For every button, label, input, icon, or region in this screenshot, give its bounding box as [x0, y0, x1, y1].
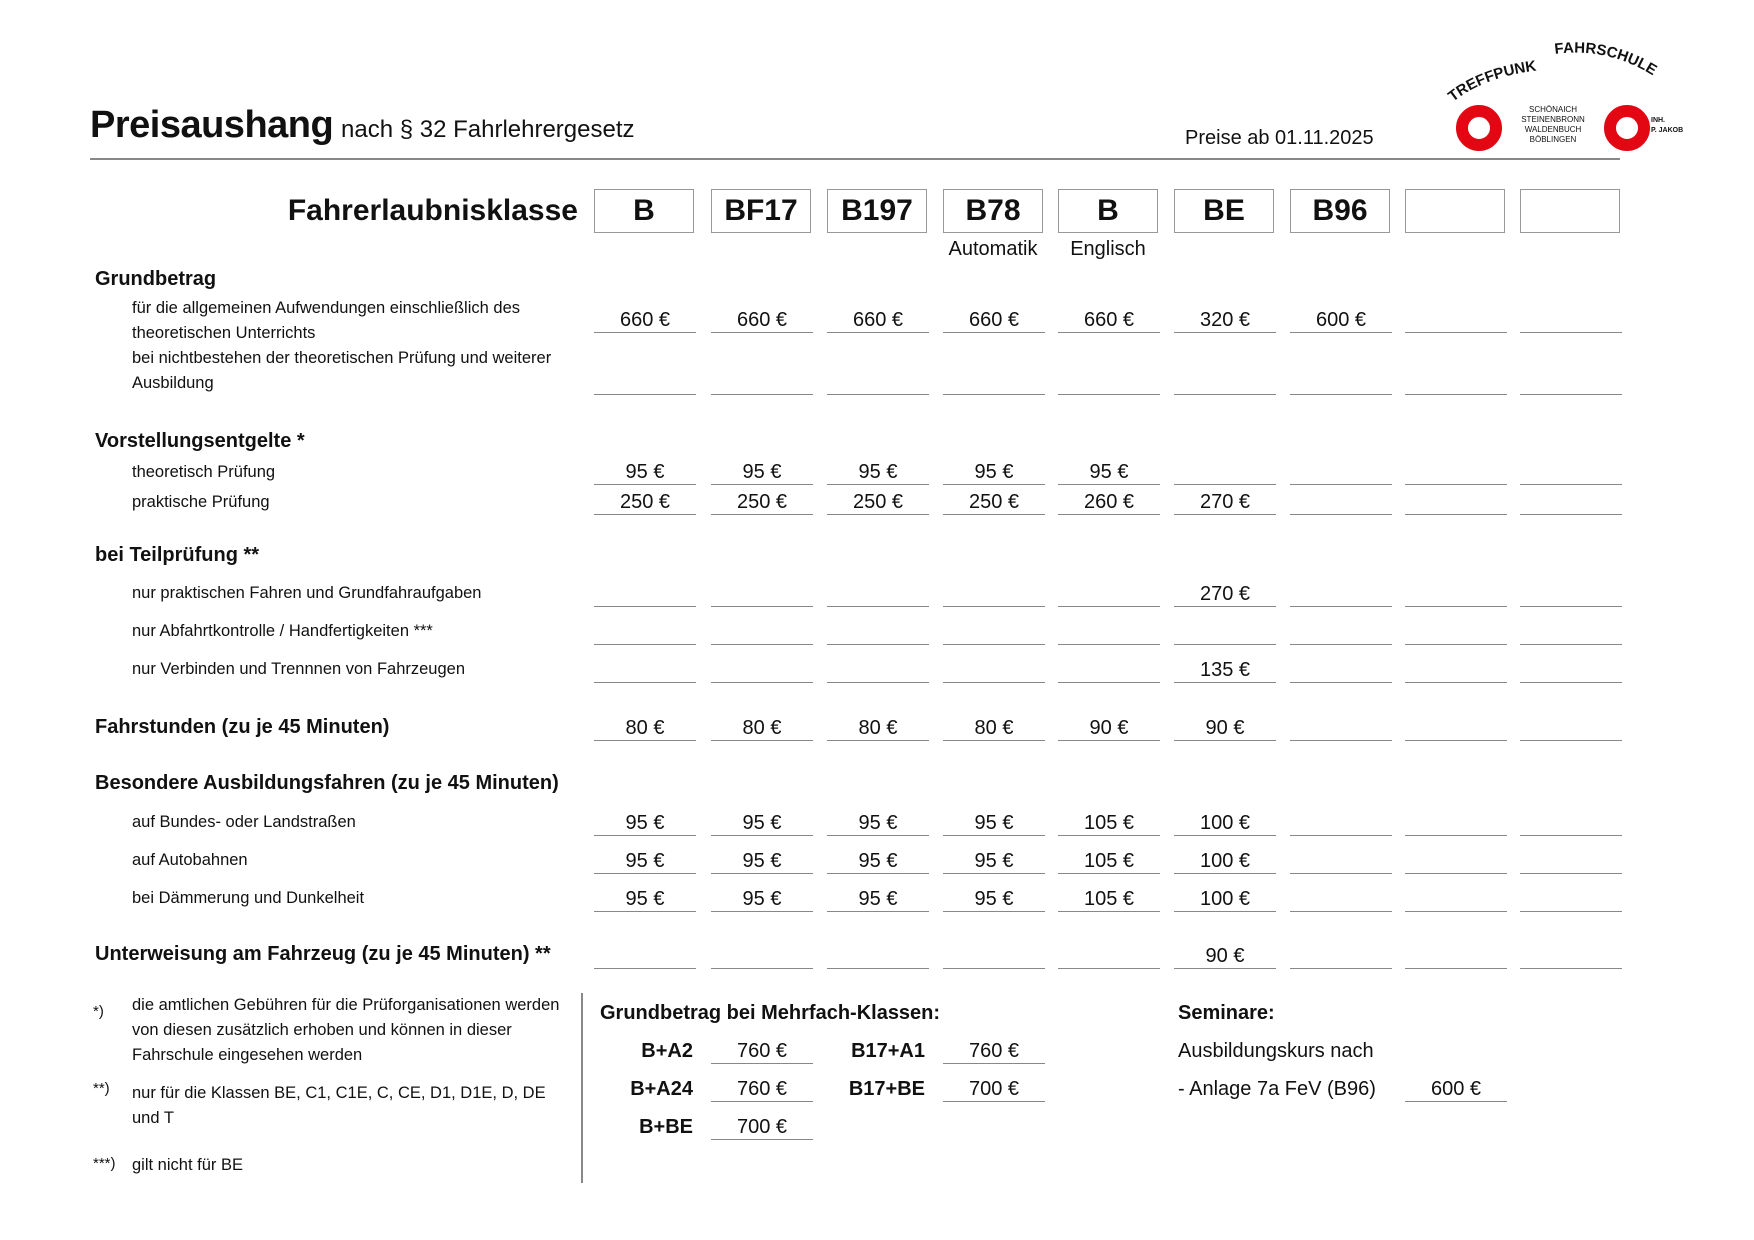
price-cell: [711, 944, 813, 969]
price-cell: [1290, 490, 1392, 515]
row-label-teil-abfahrt: nur Abfahrtkontrolle / Handfertigkeiten ***: [132, 622, 433, 640]
price-cell: [1290, 582, 1392, 607]
price-cell: [1520, 849, 1622, 874]
price-cell: [1405, 887, 1507, 912]
class-box: BF17: [711, 189, 811, 233]
mehrfach-label: B17+BE: [848, 1078, 925, 1100]
price-cell: [1174, 370, 1276, 395]
section-vorstellungsentgelte: Vorstellungsentgelte *: [95, 430, 305, 452]
price-cell: [943, 582, 1045, 607]
price-cell: 660 €: [943, 308, 1045, 333]
price-cell: 105 €: [1058, 887, 1160, 912]
price-cell: [1405, 490, 1507, 515]
price-cell: [1290, 811, 1392, 836]
price-cell: [711, 582, 813, 607]
footnote-mark-1: *): [93, 1003, 104, 1020]
price-cell: [1290, 620, 1392, 645]
price-cell: [1405, 658, 1507, 683]
mehrfach-value: 760 €: [711, 1039, 813, 1064]
price-cell: [1058, 658, 1160, 683]
price-cell: [1058, 582, 1160, 607]
price-cell: 250 €: [711, 490, 813, 515]
price-cell: [594, 582, 696, 607]
price-cell: 250 €: [943, 490, 1045, 515]
price-cell: 95 €: [943, 849, 1045, 874]
header-divider: [90, 158, 1620, 160]
price-cell: 270 €: [1174, 490, 1276, 515]
price-cell: 95 €: [711, 887, 813, 912]
section-teilpruefung: bei Teilprüfung **: [95, 544, 260, 566]
price-cell: 320 €: [1174, 308, 1276, 333]
price-cell: [943, 370, 1045, 395]
price-cell: 95 €: [827, 460, 929, 485]
price-cell: [827, 658, 929, 683]
logo-location: SCHÖNAICH: [1528, 105, 1578, 114]
price-cell: 95 €: [943, 887, 1045, 912]
footnote-text-2: nur für die Klassen BE, C1, C1E, C, CE, D1, D1E, D, DE und T: [132, 1084, 546, 1127]
price-cell: [1405, 308, 1507, 333]
price-cell: [1290, 887, 1392, 912]
mehrfach-label: B+BE: [639, 1116, 693, 1138]
price-cell: [594, 944, 696, 969]
mehrfach-value: 760 €: [711, 1077, 813, 1102]
row-label-grundbetrag-allgemein: für die allgemeinen Aufwendungen einschließlich des theoretischen Unterrichts: [132, 299, 520, 342]
seminare-line1: Ausbildungskurs nach: [1178, 1040, 1374, 1062]
price-cell: [1058, 944, 1160, 969]
price-cell: [943, 658, 1045, 683]
price-cell: [1174, 620, 1276, 645]
footnote-text-3: gilt nicht für BE: [132, 1156, 243, 1174]
mehrfach-label: B+A24: [630, 1078, 693, 1100]
price-cell: [1520, 887, 1622, 912]
section-fahrstunden: Fahrstunden (zu je 45 Minuten): [95, 716, 390, 738]
price-cell: [943, 944, 1045, 969]
price-cell: 250 €: [594, 490, 696, 515]
price-cell: [1058, 620, 1160, 645]
price-cell: [1520, 658, 1622, 683]
class-header-label: Fahrerlaubnisklasse: [287, 194, 578, 227]
price-cell: 80 €: [711, 716, 813, 741]
mehrfach-label: B17+A1: [851, 1040, 925, 1062]
page-subtitle: nach § 32 Fahrlehrergesetz: [341, 116, 635, 143]
price-cell: [1290, 849, 1392, 874]
class-box: B: [1058, 189, 1158, 233]
class-box: B: [594, 189, 694, 233]
price-cell: 660 €: [594, 308, 696, 333]
price-cell: [1405, 944, 1507, 969]
price-cell: [1405, 582, 1507, 607]
price-cell: 80 €: [827, 716, 929, 741]
price-cell: [1405, 849, 1507, 874]
section-unterweisung: Unterweisung am Fahrzeug (zu je 45 Minuten) **: [95, 943, 551, 965]
price-cell: 660 €: [827, 308, 929, 333]
mehrfach-value: 700 €: [711, 1115, 813, 1140]
price-cell: [1520, 370, 1622, 395]
price-cell: 90 €: [1174, 716, 1276, 741]
price-cell: [1520, 490, 1622, 515]
row-label-teil-verbinden: nur Verbinden und Trennnen von Fahrzeugen: [132, 660, 465, 678]
price-cell: [1405, 811, 1507, 836]
footnote-mark-3: ***): [93, 1155, 116, 1172]
price-cell: 95 €: [711, 849, 813, 874]
price-cell: [1520, 582, 1622, 607]
footnote-text-1: die amtlichen Gebühren für die Prüforganisationen werden von diesen zusätzlich erhoben und können in dieser Fahrschule eingesehen werden: [132, 996, 560, 1064]
row-label-dunkelheit: bei Dämmerung und Dunkelheit: [132, 889, 365, 907]
driving-school-logo: [1445, 40, 1705, 156]
class-box: B78: [943, 189, 1043, 233]
class-box: B96: [1290, 189, 1390, 233]
price-cell: [1520, 460, 1622, 485]
price-cell: 95 €: [711, 811, 813, 836]
seminare-title: Seminare:: [1178, 1002, 1275, 1024]
price-cell: [1405, 460, 1507, 485]
price-cell: 135 €: [1174, 658, 1276, 683]
price-cell: 600 €: [1290, 308, 1392, 333]
price-cell: 660 €: [711, 308, 813, 333]
price-cell: [1174, 460, 1276, 485]
price-cell: 100 €: [1174, 887, 1276, 912]
price-cell: 80 €: [594, 716, 696, 741]
price-cell: [1058, 370, 1160, 395]
price-cell: 90 €: [1058, 716, 1160, 741]
price-cell: 90 €: [1174, 944, 1276, 969]
price-cell: 80 €: [943, 716, 1045, 741]
logo-wheel-left: [1462, 111, 1496, 145]
logo-text-fahrschule: FAHRSCHULE: [1553, 40, 1660, 80]
class-box: [1520, 189, 1620, 233]
price-cell: 95 €: [594, 849, 696, 874]
price-cell: [594, 620, 696, 645]
price-cell: 95 €: [943, 460, 1045, 485]
price-cell: 270 €: [1174, 582, 1276, 607]
seminare-line2: - Anlage 7a FeV (B96): [1178, 1078, 1376, 1100]
class-note: Automatik: [948, 238, 1038, 260]
price-cell: 95 €: [594, 811, 696, 836]
price-cell: [827, 620, 929, 645]
logo-wheel-right: [1610, 111, 1644, 145]
class-box: B197: [827, 189, 927, 233]
price-cell: [594, 370, 696, 395]
price-cell: [1405, 620, 1507, 645]
price-cell: 95 €: [1058, 460, 1160, 485]
price-cell: 95 €: [827, 887, 929, 912]
price-cell: 250 €: [827, 490, 929, 515]
price-cell: [711, 620, 813, 645]
row-label-grundbetrag-nichtbestehen: bei nichtbestehen der theoretischen Prüfung und weiterer Ausbildung: [132, 349, 552, 392]
price-cell: 100 €: [1174, 811, 1276, 836]
price-cell: [1290, 944, 1392, 969]
row-label-praxis-pruefung: praktische Prüfung: [132, 493, 270, 511]
mehrfach-value: 760 €: [943, 1039, 1045, 1064]
price-cell: [1520, 308, 1622, 333]
logo-text-treffpunkt: TREFFPUNK: [1445, 57, 1538, 106]
class-note: Englisch: [1070, 238, 1146, 260]
price-cell: 95 €: [827, 849, 929, 874]
price-cell: 95 €: [594, 460, 696, 485]
price-cell: [827, 944, 929, 969]
mehrfach-value: 700 €: [943, 1077, 1045, 1102]
row-label-autobahn: auf Autobahnen: [132, 851, 248, 869]
price-cell: [827, 582, 929, 607]
price-cell: [1405, 716, 1507, 741]
price-cell: 660 €: [1058, 308, 1160, 333]
price-cell: 95 €: [827, 811, 929, 836]
price-cell: 95 €: [594, 887, 696, 912]
price-cell: [1290, 370, 1392, 395]
logo-owner: P. JAKOB: [1651, 127, 1684, 134]
price-cell: [711, 658, 813, 683]
footnote-mark-2: **): [93, 1080, 110, 1097]
price-cell: 105 €: [1058, 811, 1160, 836]
row-label-landstrasse: auf Bundes- oder Landstraßen: [132, 813, 356, 831]
logo-location: BÖBLINGEN: [1529, 135, 1577, 144]
price-cell: [1290, 658, 1392, 683]
page-title: Preisaushang: [90, 104, 334, 146]
logo-owner: INH.: [1651, 117, 1665, 124]
price-cell: [1520, 620, 1622, 645]
price-cell: [1405, 370, 1507, 395]
mehrfach-title: Grundbetrag bei Mehrfach-Klassen:: [600, 1002, 941, 1024]
section-grundbetrag: Grundbetrag: [95, 268, 217, 290]
price-cell: [711, 370, 813, 395]
seminare-value: 600 €: [1405, 1077, 1507, 1102]
class-box: BE: [1174, 189, 1274, 233]
price-cell: [1520, 944, 1622, 969]
price-cell: [1520, 811, 1622, 836]
row-label-theorie-pruefung: theoretisch Prüfung: [132, 463, 276, 481]
mehrfach-label: B+A2: [641, 1040, 693, 1062]
price-cell: [1520, 716, 1622, 741]
logo-location: STEINENBRONN: [1521, 115, 1585, 124]
footer-divider: [581, 993, 583, 1183]
price-cell: [594, 658, 696, 683]
price-cell: 95 €: [711, 460, 813, 485]
price-cell: [943, 620, 1045, 645]
price-cell: [827, 370, 929, 395]
row-label-teil-fahren: nur praktischen Fahren und Grundfahraufgaben: [132, 584, 482, 602]
price-cell: 95 €: [943, 811, 1045, 836]
price-cell: 100 €: [1174, 849, 1276, 874]
price-cell: [1290, 716, 1392, 741]
price-cell: [1290, 460, 1392, 485]
price-cell: 105 €: [1058, 849, 1160, 874]
class-box: [1405, 189, 1505, 233]
valid-from-date: Preise ab 01.11.2025: [1185, 127, 1374, 149]
section-besondere: Besondere Ausbildungsfahren (zu je 45 Minuten): [95, 772, 559, 794]
price-cell: 260 €: [1058, 490, 1160, 515]
logo-location: WALDENBUCH: [1524, 125, 1582, 134]
